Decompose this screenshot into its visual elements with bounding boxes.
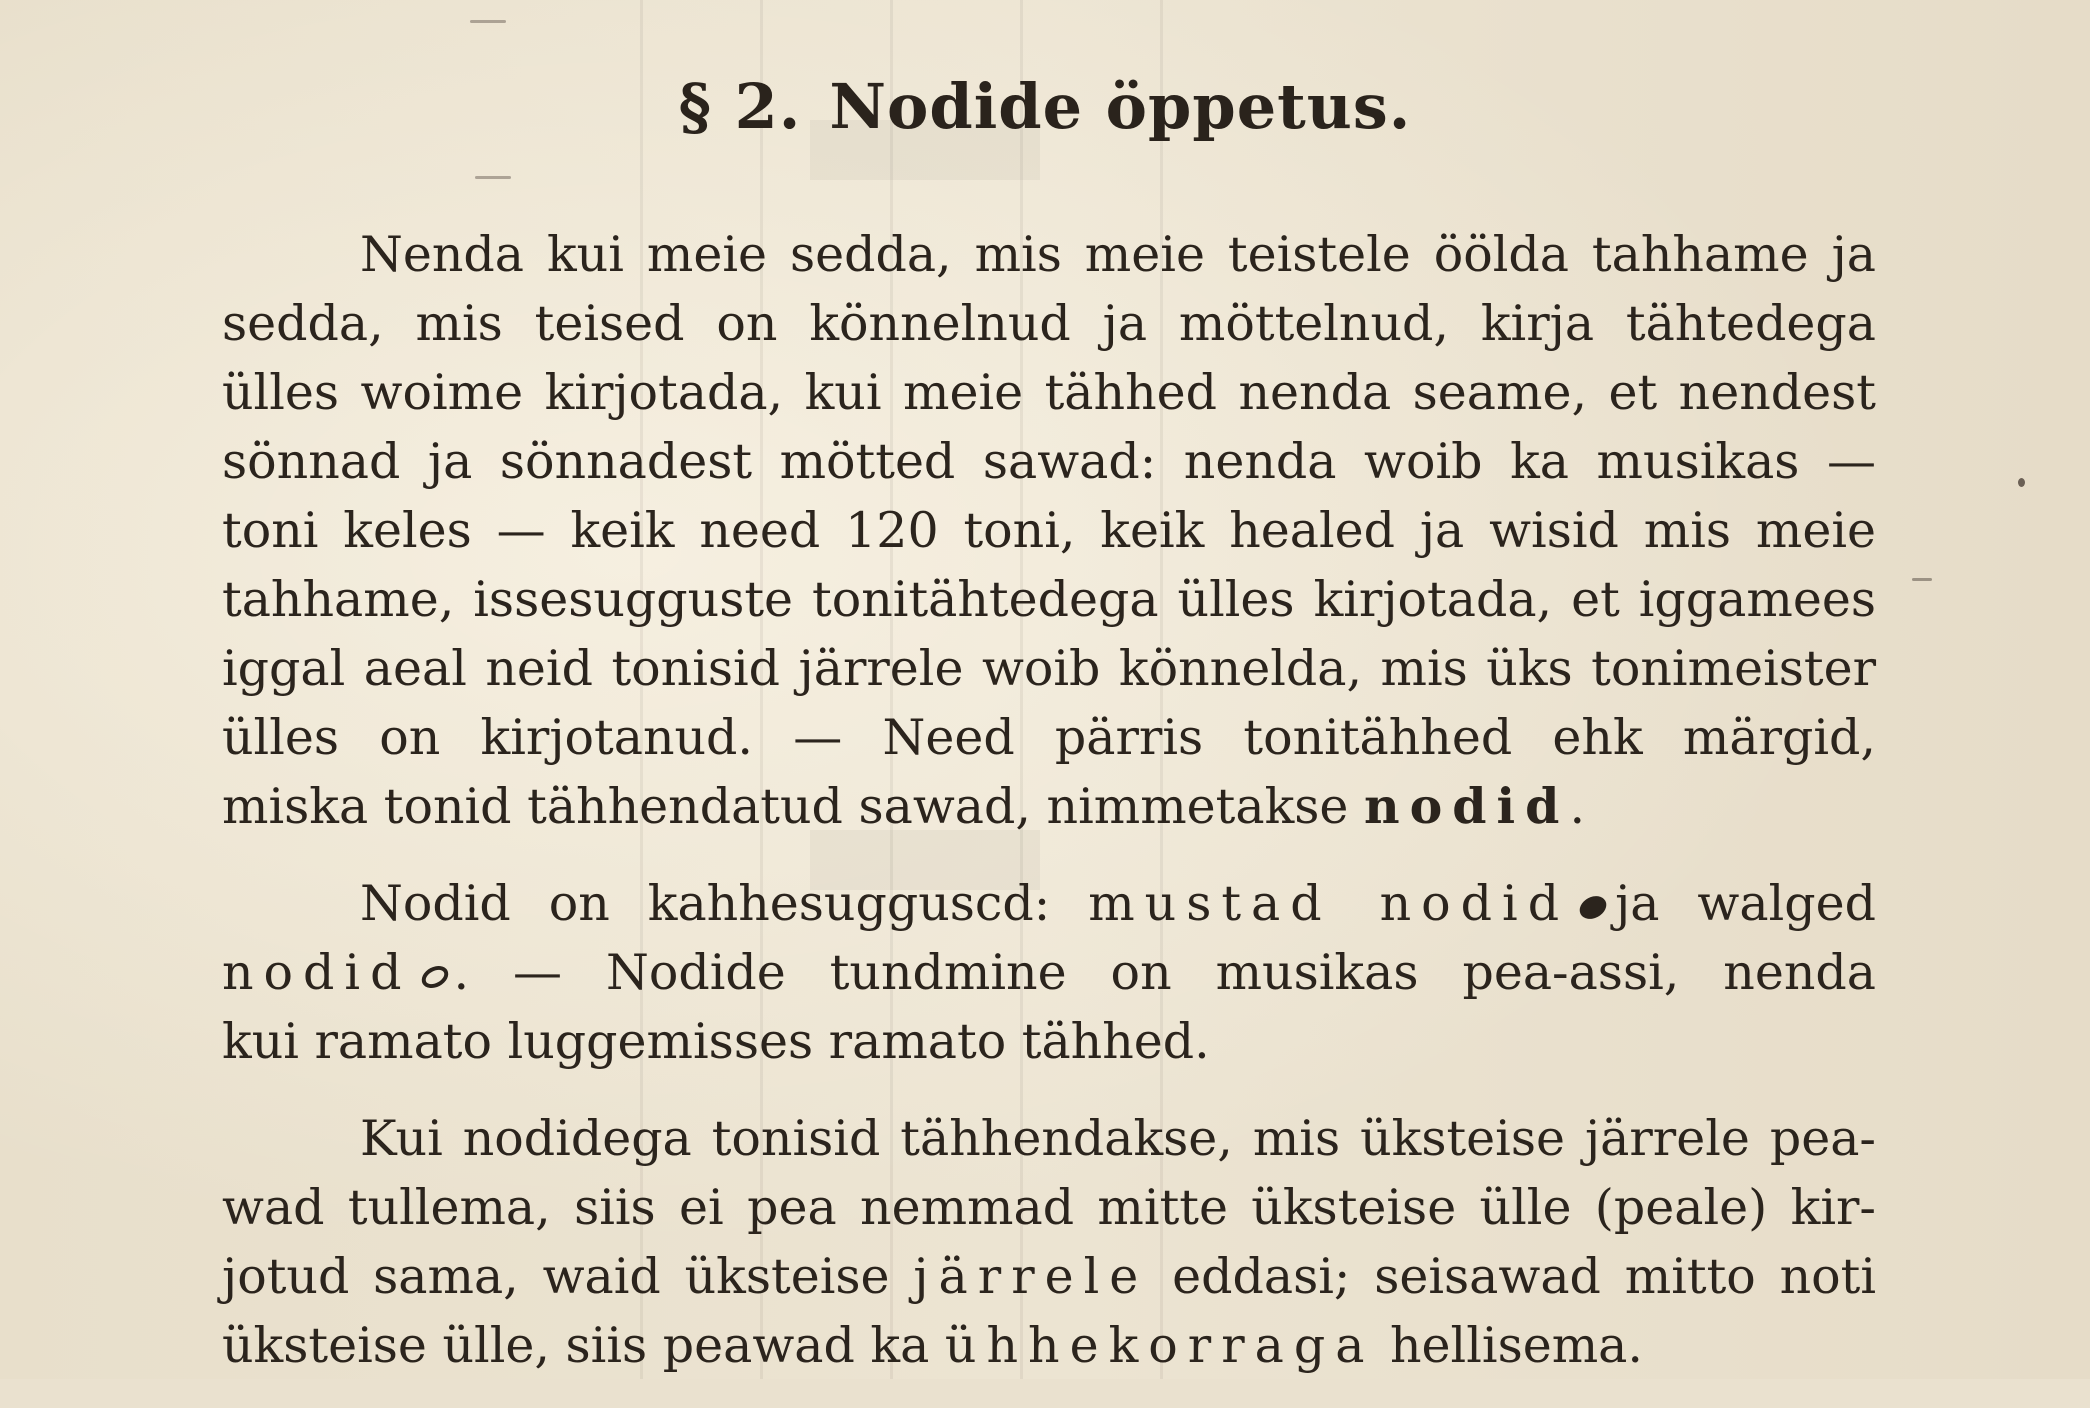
text-line — [222, 1242, 1876, 1311]
text-line: tahhame, issesugguste tonitähtedega ülles kirjotada, et iggamees — [222, 571, 1876, 628]
text-line — [222, 772, 1876, 841]
emphasized-term: järrele — [913, 1248, 1149, 1305]
body-text — [222, 220, 1876, 1408]
text-line: toni keles — keik need 120 toni, keik healed ja wisid mis meie — [222, 502, 1876, 559]
text-fragment: üksteise ülle, siis peawad ka — [222, 1317, 930, 1374]
text-line — [222, 869, 1876, 938]
emphasized-term: nodid — [1363, 777, 1570, 835]
emphasized-term: mustad nodid — [1088, 875, 1570, 932]
text-fragment: . — Nodide tundmine on musikas pea-assi, nenda — [453, 944, 1876, 1001]
emphasized-term: nodid — [222, 944, 412, 1001]
section-title: Nodide öppetus. — [829, 70, 1412, 143]
emphasized-term: ühhekorraga — [944, 1317, 1375, 1374]
white-note-icon — [418, 961, 452, 992]
text-line: iggal aeal neid tonisid järrele woib könnelda, mis üks tonimeister — [222, 640, 1876, 697]
text-line: kui ramato luggemisses ramato tähhed. — [222, 1013, 1210, 1070]
text-line: sedda, mis teised on könnelnud ja möttelnud, kirja tähtedega — [222, 295, 1876, 352]
text-fragment: Nodid on kahhesugguscd: — [360, 875, 1051, 932]
text-line: Nenda kui meie sedda, mis meie teistele öölda tahhame ja — [360, 226, 1876, 283]
paragraph-2 — [222, 869, 1876, 1076]
text-line: wad tullema, siis ei pea nemmad mitte üksteise ülle (peale) kir- — [222, 1179, 1876, 1236]
text-line: Kui nodidega tonisid tähhendakse, mis üksteise järrele pea- — [360, 1110, 1876, 1167]
ink-speck — [470, 20, 506, 23]
black-note-icon — [1576, 892, 1611, 924]
text-fragment: miska tonid tähhendatud sawad, nimmetakse — [222, 778, 1349, 835]
paragraph-3 — [222, 1104, 1876, 1380]
ink-speck — [1912, 578, 1932, 581]
text-fragment: hellisema. — [1390, 1317, 1643, 1374]
paragraph-1 — [222, 220, 1876, 841]
section-number: § 2. — [678, 70, 802, 143]
ink-speck — [2018, 478, 2025, 487]
text-line — [222, 938, 1876, 1007]
text-line: ülles on kirjotanud. — Need pärris tonitähhed ehk märgid, — [222, 709, 1876, 766]
text-line: sönnad ja sönnadest mötted sawad: nenda woib ka musikas — — [222, 433, 1876, 490]
section-heading — [0, 70, 2090, 143]
text-line — [222, 1311, 1876, 1380]
text-fragment: jotud sama, waid üksteise — [222, 1248, 890, 1305]
text-fragment: . — [1569, 778, 1586, 835]
text-line: ülles woime kirjotada, kui meie tähhed nenda seame, et nendest — [222, 364, 1876, 421]
ink-speck — [475, 176, 511, 179]
text-fragment: ja walged — [1615, 875, 1876, 932]
text-fragment: eddasi; seisawad mitto noti — [1172, 1248, 1877, 1305]
